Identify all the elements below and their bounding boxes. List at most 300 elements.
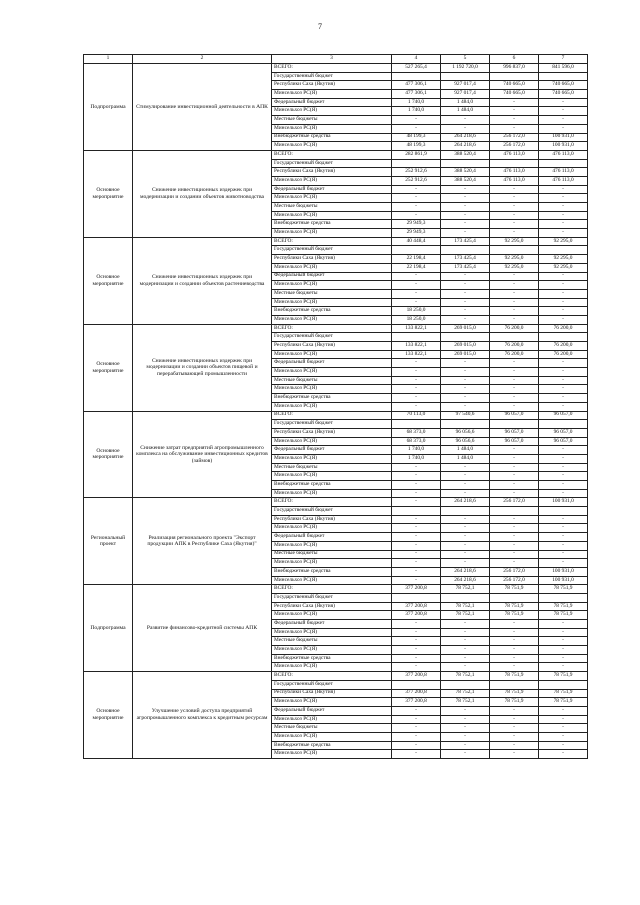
value-cell-col6: 996 837,0 (490, 64, 539, 73)
value-cell-col4: - (392, 185, 441, 194)
value-cell-col6: - (490, 646, 539, 655)
value-cell-col4: 527 265,4 (392, 64, 441, 73)
value-cell-col7: - (539, 298, 588, 307)
value-cell-col4: - (392, 498, 441, 507)
value-cell-col6: 96 057,0 (490, 437, 539, 446)
value-cell-col7: - (539, 489, 588, 498)
value-cell-col6: 256 172,0 (490, 142, 539, 151)
value-cell-col6: - (490, 463, 539, 472)
value-cell-col5: 264 218,6 (441, 142, 490, 151)
value-cell-col6: - (490, 194, 539, 203)
value-cell-col4: 377 200,8 (392, 602, 441, 611)
value-cell-col5: - (441, 481, 490, 490)
funding-source-cell: Минсельхоз РС(Я) (272, 281, 392, 290)
value-cell-col7: 76 200,0 (539, 350, 588, 359)
value-cell-col7: 78 751,9 (539, 611, 588, 620)
value-cell-col7: 96 057,0 (539, 428, 588, 437)
value-cell-col6: - (490, 229, 539, 238)
value-cell-col4: 133 822,1 (392, 324, 441, 333)
value-cell-col6: 740 665,0 (490, 81, 539, 90)
value-cell-col5: 78 752,1 (441, 672, 490, 681)
value-cell-col6 (490, 507, 539, 516)
value-cell-col7: 78 751,9 (539, 698, 588, 707)
value-cell-col7: 841 596,0 (539, 64, 588, 73)
value-cell-col7 (539, 246, 588, 255)
value-cell-col6: - (490, 107, 539, 116)
value-cell-col4: - (392, 489, 441, 498)
value-cell-col7: 78 751,9 (539, 602, 588, 611)
funding-source-cell: Минсельхоз РС(Я) (272, 750, 392, 759)
value-cell-col5: 269 015,0 (441, 324, 490, 333)
value-cell-col5: - (441, 307, 490, 316)
funding-source-cell: Республики Саха (Якутия) (272, 81, 392, 90)
value-cell-col6 (490, 159, 539, 168)
value-cell-col4 (392, 420, 441, 429)
block-type-cell: Подпрограмма (84, 585, 133, 672)
value-cell-col6: - (490, 394, 539, 403)
funding-source-cell: Внебюджетные средства (272, 567, 392, 576)
funding-source-cell: Минсельхоз РС(Я) (272, 732, 392, 741)
value-cell-col5: - (441, 385, 490, 394)
funding-source-cell: Федеральный бюджет (272, 98, 392, 107)
value-cell-col6: 92 295,0 (490, 237, 539, 246)
value-cell-col5: 388 520,4 (441, 150, 490, 159)
table-row (84, 150, 588, 159)
value-cell-col7: 100 931,0 (539, 576, 588, 585)
value-cell-col6: 78 751,9 (490, 698, 539, 707)
value-cell-col7: - (539, 559, 588, 568)
funding-source-cell: Государственный бюджет (272, 246, 392, 255)
funding-source-cell: Внебюджетные средства (272, 654, 392, 663)
value-cell-col4: - (392, 732, 441, 741)
value-cell-col7: - (539, 524, 588, 533)
table-row (84, 411, 588, 420)
value-cell-col4: 282 861,9 (392, 150, 441, 159)
value-cell-col7: - (539, 620, 588, 629)
funding-source-cell: Республики Саха (Якутия) (272, 602, 392, 611)
funding-source-cell: ВСЕГО: (272, 585, 392, 594)
value-cell-col6: - (490, 637, 539, 646)
value-cell-col4 (392, 333, 441, 342)
value-cell-col5: 96 056,6 (441, 437, 490, 446)
value-cell-col7: - (539, 402, 588, 411)
value-cell-col7: - (539, 550, 588, 559)
block-type-cell: Основное мероприятие (84, 411, 133, 498)
value-cell-col6: 96 057,0 (490, 428, 539, 437)
value-cell-col5: - (441, 281, 490, 290)
value-cell-col5 (441, 159, 490, 168)
block-name-cell: Стимулирование инвестиционной деятельности в АПК (133, 64, 272, 151)
funding-source-cell: Местные бюджеты (272, 463, 392, 472)
funding-source-cell: Внебюджетные средства (272, 481, 392, 490)
value-cell-col7: - (539, 715, 588, 724)
value-cell-col4: - (392, 533, 441, 542)
block-name-cell: Улучшение условий доступа предприятий агропромышленного комплекса к кредитным ресурсам (133, 672, 272, 759)
block-name-cell: Снижение инвестиционных издержек при модернизации и создании объектов растениеводства (133, 237, 272, 324)
value-cell-col7 (539, 333, 588, 342)
value-cell-col5: - (441, 289, 490, 298)
funding-source-cell: ВСЕГО: (272, 411, 392, 420)
value-cell-col5: 78 752,1 (441, 602, 490, 611)
value-cell-col5: 1 484,0 (441, 454, 490, 463)
funding-source-cell: Федеральный бюджет (272, 272, 392, 281)
value-cell-col5: - (441, 315, 490, 324)
value-cell-col7: - (539, 368, 588, 377)
value-cell-col4: - (392, 376, 441, 385)
value-cell-col7: - (539, 203, 588, 212)
value-cell-col6 (490, 593, 539, 602)
value-cell-col6: - (490, 315, 539, 324)
value-cell-col6: 256 172,0 (490, 576, 539, 585)
value-cell-col4: - (392, 194, 441, 203)
funding-source-cell: Республики Саха (Якутия) (272, 428, 392, 437)
value-cell-col6: - (490, 272, 539, 281)
block-type-cell: Региональный проект (84, 498, 133, 585)
value-cell-col4: - (392, 628, 441, 637)
value-cell-col6: - (490, 124, 539, 133)
funding-source-cell: Минсельхоз РС(Я) (272, 559, 392, 568)
value-cell-col7: - (539, 724, 588, 733)
value-cell-col7: 100 931,0 (539, 133, 588, 142)
value-cell-col4: - (392, 576, 441, 585)
funding-source-cell: Минсельхоз РС(Я) (272, 628, 392, 637)
value-cell-col5: 927 017,4 (441, 90, 490, 99)
value-cell-col6: 76 200,0 (490, 342, 539, 351)
value-cell-col7: - (539, 116, 588, 125)
value-cell-col4: 252 912,6 (392, 168, 441, 177)
value-cell-col5: - (441, 298, 490, 307)
funding-source-cell: Государственный бюджет (272, 680, 392, 689)
value-cell-col6: - (490, 307, 539, 316)
value-cell-col7: 78 751,9 (539, 689, 588, 698)
funding-source-cell: Республики Саха (Якутия) (272, 168, 392, 177)
value-cell-col7: - (539, 533, 588, 542)
value-cell-col4: 29 949,3 (392, 220, 441, 229)
value-cell-col7: 76 200,0 (539, 324, 588, 333)
value-cell-col4: 133 822,1 (392, 350, 441, 359)
value-cell-col4: - (392, 203, 441, 212)
value-cell-col5: 173 425,4 (441, 263, 490, 272)
value-cell-col7: 96 057,0 (539, 411, 588, 420)
value-cell-col6: - (490, 732, 539, 741)
value-cell-col4: 70 113,0 (392, 411, 441, 420)
value-cell-col7: 476 113,0 (539, 176, 588, 185)
value-cell-col5: - (441, 620, 490, 629)
value-cell-col5 (441, 420, 490, 429)
value-cell-col6: 96 057,0 (490, 411, 539, 420)
header-cell-5: 5 (441, 55, 490, 64)
value-cell-col6: 76 200,0 (490, 350, 539, 359)
value-cell-col6: 78 751,9 (490, 689, 539, 698)
value-cell-col4: - (392, 654, 441, 663)
value-cell-col5: - (441, 463, 490, 472)
funding-source-cell: Минсельхоз РС(Я) (272, 437, 392, 446)
value-cell-col4 (392, 680, 441, 689)
value-cell-col6: 256 172,0 (490, 567, 539, 576)
value-cell-col6: - (490, 715, 539, 724)
funding-source-cell: Минсельхоз РС(Я) (272, 298, 392, 307)
value-cell-col6: - (490, 741, 539, 750)
funding-source-cell: Местные бюджеты (272, 116, 392, 125)
value-cell-col5: - (441, 741, 490, 750)
value-cell-col5: - (441, 715, 490, 724)
funding-source-cell: Минсельхоз РС(Я) (272, 176, 392, 185)
value-cell-col6: 78 751,9 (490, 602, 539, 611)
funding-source-cell: ВСЕГО: (272, 672, 392, 681)
value-cell-col7: - (539, 272, 588, 281)
value-cell-col6: - (490, 289, 539, 298)
value-cell-col5: - (441, 124, 490, 133)
value-cell-col7: - (539, 107, 588, 116)
value-cell-col4: - (392, 706, 441, 715)
block-type-cell: Основное мероприятие (84, 150, 133, 237)
value-cell-col7: - (539, 281, 588, 290)
value-cell-col5: - (441, 663, 490, 672)
table-header-row (84, 55, 588, 64)
value-cell-col7: - (539, 446, 588, 455)
value-cell-col7: 78 751,9 (539, 672, 588, 681)
value-cell-col4: - (392, 715, 441, 724)
funding-source-cell: Местные бюджеты (272, 637, 392, 646)
value-cell-col4: - (392, 741, 441, 750)
value-cell-col5: - (441, 359, 490, 368)
value-cell-col6: 92 295,0 (490, 263, 539, 272)
value-cell-col5: 269 015,0 (441, 350, 490, 359)
value-cell-col6: - (490, 559, 539, 568)
value-cell-col4: - (392, 524, 441, 533)
value-cell-col7: 476 113,0 (539, 168, 588, 177)
header-cell-6: 6 (490, 55, 539, 64)
value-cell-col7: - (539, 541, 588, 550)
value-cell-col4: - (392, 472, 441, 481)
value-cell-col6: - (490, 98, 539, 107)
value-cell-col6: - (490, 515, 539, 524)
value-cell-col6: - (490, 750, 539, 759)
funding-source-cell: Минсельхоз РС(Я) (272, 211, 392, 220)
value-cell-col4: - (392, 515, 441, 524)
funding-source-cell: Минсельхоз РС(Я) (272, 646, 392, 655)
value-cell-col5: 96 056,6 (441, 428, 490, 437)
header-cell-4: 4 (392, 55, 441, 64)
value-cell-col7: 740 665,0 (539, 90, 588, 99)
funding-source-cell: Минсельхоз РС(Я) (272, 541, 392, 550)
value-cell-col4: 1 740,0 (392, 446, 441, 455)
value-cell-col5: 1 484,0 (441, 107, 490, 116)
funding-source-cell: Государственный бюджет (272, 72, 392, 81)
value-cell-col7: - (539, 463, 588, 472)
value-cell-col6: - (490, 376, 539, 385)
value-cell-col4: - (392, 394, 441, 403)
value-cell-col4: - (392, 211, 441, 220)
funding-source-cell: Государственный бюджет (272, 593, 392, 602)
value-cell-col4: - (392, 272, 441, 281)
value-cell-col7: - (539, 481, 588, 490)
funding-source-cell: Минсельхоз РС(Я) (272, 698, 392, 707)
value-cell-col4: - (392, 567, 441, 576)
funding-source-cell: Минсельхоз РС(Я) (272, 263, 392, 272)
block-name-cell: Развитие финансово-кредитной системы АПК (133, 585, 272, 672)
value-cell-col7: 100 931,0 (539, 567, 588, 576)
value-cell-col6: - (490, 281, 539, 290)
value-cell-col4: 252 912,6 (392, 176, 441, 185)
funding-source-cell: Внебюджетные средства (272, 741, 392, 750)
value-cell-col5: - (441, 750, 490, 759)
value-cell-col5: - (441, 368, 490, 377)
value-cell-col6: 740 665,0 (490, 90, 539, 99)
value-cell-col6: - (490, 368, 539, 377)
value-cell-col6: - (490, 211, 539, 220)
funding-source-cell: Минсельхоз РС(Я) (272, 385, 392, 394)
value-cell-col7: - (539, 637, 588, 646)
value-cell-col4: - (392, 368, 441, 377)
value-cell-col7: - (539, 394, 588, 403)
value-cell-col4: 1 740,0 (392, 454, 441, 463)
funding-source-cell: Федеральный бюджет (272, 446, 392, 455)
value-cell-col7: - (539, 211, 588, 220)
value-cell-col6: - (490, 185, 539, 194)
value-cell-col4: - (392, 124, 441, 133)
value-cell-col5: - (441, 724, 490, 733)
value-cell-col5: 264 218,6 (441, 576, 490, 585)
value-cell-col4 (392, 246, 441, 255)
value-cell-col6: - (490, 454, 539, 463)
value-cell-col5: - (441, 654, 490, 663)
funding-source-cell: Местные бюджеты (272, 550, 392, 559)
value-cell-col6: - (490, 359, 539, 368)
funding-source-cell: Минсельхоз РС(Я) (272, 229, 392, 238)
value-cell-col4: 48 199,3 (392, 142, 441, 151)
funding-source-cell: Федеральный бюджет (272, 706, 392, 715)
funding-source-cell: Федеральный бюджет (272, 185, 392, 194)
value-cell-col7 (539, 680, 588, 689)
value-cell-col7: - (539, 315, 588, 324)
value-cell-col6: 476 113,0 (490, 176, 539, 185)
value-cell-col7: - (539, 124, 588, 133)
value-cell-col4: - (392, 663, 441, 672)
value-cell-col6: - (490, 298, 539, 307)
funding-source-cell: Минсельхоз РС(Я) (272, 472, 392, 481)
value-cell-col4: 48 199,3 (392, 133, 441, 142)
value-cell-col7: - (539, 185, 588, 194)
value-cell-col7: - (539, 654, 588, 663)
value-cell-col5: - (441, 550, 490, 559)
value-cell-col5: - (441, 229, 490, 238)
value-cell-col4: 40 448,4 (392, 237, 441, 246)
value-cell-col4: - (392, 402, 441, 411)
value-cell-col5: - (441, 541, 490, 550)
value-cell-col5: - (441, 211, 490, 220)
funding-source-cell: Федеральный бюджет (272, 359, 392, 368)
value-cell-col4: 1 740,0 (392, 98, 441, 107)
value-cell-col4 (392, 507, 441, 516)
value-cell-col7: - (539, 98, 588, 107)
funding-source-cell: Минсельхоз РС(Я) (272, 350, 392, 359)
block-name-cell: Снижение затрат предприятий агропромышленного комплекса на обслуживание инвестиционных кредитов (займов) (133, 411, 272, 498)
value-cell-col6: 476 113,0 (490, 168, 539, 177)
value-cell-col5: - (441, 376, 490, 385)
value-cell-col4: - (392, 620, 441, 629)
value-cell-col5: - (441, 646, 490, 655)
value-cell-col6: - (490, 220, 539, 229)
value-cell-col4: 68 373,0 (392, 428, 441, 437)
table-body (84, 55, 588, 759)
funding-source-cell: Государственный бюджет (272, 159, 392, 168)
value-cell-col5: - (441, 559, 490, 568)
funding-source-cell: ВСЕГО: (272, 498, 392, 507)
value-cell-col4: - (392, 481, 441, 490)
value-cell-col4: 22 198,4 (392, 263, 441, 272)
value-cell-col4: - (392, 559, 441, 568)
value-cell-col5: - (441, 524, 490, 533)
value-cell-col5: 388 520,4 (441, 176, 490, 185)
funding-source-cell: Минсельхоз РС(Я) (272, 124, 392, 133)
value-cell-col7: - (539, 732, 588, 741)
value-cell-col5: - (441, 185, 490, 194)
funding-source-cell: Минсельхоз РС(Я) (272, 524, 392, 533)
value-cell-col6: - (490, 385, 539, 394)
table-row (84, 237, 588, 246)
funding-source-cell: Местные бюджеты (272, 724, 392, 733)
value-cell-col4: 29 949,3 (392, 229, 441, 238)
value-cell-col5: 388 520,4 (441, 168, 490, 177)
table-row (84, 498, 588, 507)
table-row (84, 324, 588, 333)
value-cell-col5: - (441, 628, 490, 637)
value-cell-col7: 100 931,0 (539, 498, 588, 507)
value-cell-col4: - (392, 541, 441, 550)
value-cell-col4: - (392, 637, 441, 646)
value-cell-col6: 256 172,0 (490, 498, 539, 507)
value-cell-col6: - (490, 550, 539, 559)
value-cell-col5: - (441, 203, 490, 212)
value-cell-col5: 927 017,4 (441, 81, 490, 90)
budget-table (83, 54, 588, 759)
value-cell-col4: - (392, 750, 441, 759)
value-cell-col7: 740 665,0 (539, 81, 588, 90)
funding-source-cell: Минсельхоз РС(Я) (272, 576, 392, 585)
value-cell-col7: 78 751,9 (539, 585, 588, 594)
funding-source-cell: Минсельхоз РС(Я) (272, 715, 392, 724)
funding-source-cell: Минсельхоз РС(Я) (272, 368, 392, 377)
value-cell-col4: - (392, 385, 441, 394)
value-cell-col7 (539, 159, 588, 168)
value-cell-col6: - (490, 481, 539, 490)
value-cell-col4: - (392, 463, 441, 472)
value-cell-col7: - (539, 376, 588, 385)
value-cell-col7: 476 113,0 (539, 150, 588, 159)
header-cell-2: 2 (133, 55, 272, 64)
block-name-cell: Реализация регионального проекта "Экспорт продукции АПК в Республике Саха (Якутия)" (133, 498, 272, 585)
funding-source-cell: Республики Саха (Якутия) (272, 689, 392, 698)
funding-source-cell: Местные бюджеты (272, 289, 392, 298)
value-cell-col7: - (539, 454, 588, 463)
value-cell-col6: - (490, 628, 539, 637)
funding-source-cell: Минсельхоз РС(Я) (272, 142, 392, 151)
value-cell-col6: 78 751,9 (490, 672, 539, 681)
value-cell-col4: - (392, 359, 441, 368)
funding-source-cell: Минсельхоз РС(Я) (272, 194, 392, 203)
value-cell-col7: 100 931,0 (539, 142, 588, 151)
value-cell-col4 (392, 159, 441, 168)
value-cell-col5: 78 752,1 (441, 689, 490, 698)
value-cell-col7: - (539, 646, 588, 655)
value-cell-col4: 377 200,8 (392, 689, 441, 698)
block-type-cell: Основное мероприятие (84, 672, 133, 759)
value-cell-col6 (490, 72, 539, 81)
header-cell-1: 1 (84, 55, 133, 64)
value-cell-col4: - (392, 116, 441, 125)
value-cell-col6: - (490, 446, 539, 455)
